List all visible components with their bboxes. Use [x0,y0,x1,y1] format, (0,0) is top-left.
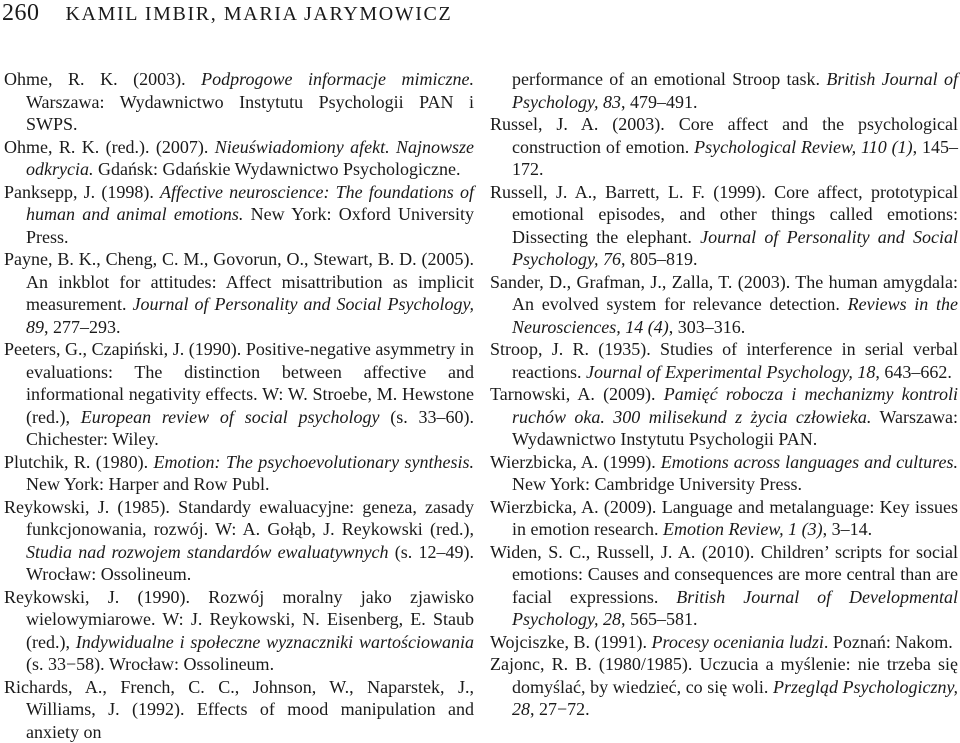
reference-text: Sander, D., Grafman, J., Zalla, T. (2003). The human amygdala: An evolved system for relevance detection. [490,272,958,315]
reference-entry [490,451,958,496]
reference-entry [4,496,474,586]
reference-text: , 277–293. [44,317,121,337]
reference-text: Plutchik, R. (1980). [4,452,154,472]
reference-entry [490,271,958,339]
reference-text: Zajonc, R. B. (1980/1985). Uczucia a myślenie: nie trzeba się domyślać, by wiedzieć, co się woli. [490,654,958,697]
reference-text: , 643–662. [875,362,952,382]
reference-italic-text: British Journal of Psychology, 83 [512,69,958,112]
reference-text: , 27−72. [530,699,590,719]
reference-text: Ohme, R. K. (red.). (2007). [4,137,215,157]
reference-italic-text: Procesy oceniania ludzi [652,632,824,652]
reference-text: Stroop, J. R. (1935). Studies of interference in serial verbal reactions. [490,339,958,382]
reference-italic-text: Reviews in the Neurosciences, 14 (4) [512,294,958,337]
reference-italic-text: Emotion Review, 1 (3) [663,519,823,539]
page-number: 260 [2,0,40,27]
reference-italic-text: Studia nad rozwojem standardów ewaluatywnych [26,542,389,562]
reference-text: , 805–819. [621,249,698,269]
reference-text: , 145–172. [512,137,958,180]
reference-entry [490,383,958,451]
reference-entry [490,496,958,541]
reference-italic-text: Emotion: The psychoevolutionary synthesis. [154,452,474,472]
reference-entry [4,338,474,451]
reference-text: Russel, J. A. (2003). Core affect and the psychological construction of emotion. [490,114,958,157]
reference-entry [490,338,958,383]
reference-italic-text: Nieuświadomiony afekt. Najnowsze odkrycia. [26,137,474,180]
reference-text: Reykowski, J. (1990). Rozwój moralny jako zjawisko wielowymiarowe. W: J. Reykowski, N. Eisenberg, E. Staub (red.), [4,587,474,652]
references-left-column [4,68,474,743]
reference-italic-text: Podprogowe informacje mimiczne. [201,69,474,89]
reference-text: (s. 33–60). Chichester: Wiley. [26,407,474,450]
reference-text: New York: Oxford University Press. [26,204,474,247]
reference-text: Warszawa: Wydawnictwo Instytutu Psychologii PAN. [512,407,958,450]
reference-text: Tarnowski, A. (2009). [490,384,664,404]
running-head: KAMIL IMBIR, MARIA JARYMOWICZ [66,3,453,26]
reference-text: performance of an emotional Stroop task. [512,69,826,89]
reference-text: Russell, J. A., Barrett, L. F. (1999). Core affect, prototypical emotional episodes, and other things called emotions: Dissecting the elephant. [490,182,958,247]
reference-italic-text: Journal of Personality and Social Psychology, 89 [26,294,474,337]
reference-italic-text: British Journal of Developmental Psychology, 28 [512,587,958,630]
reference-text: , 565–581. [621,609,698,629]
reference-text: (s. 12–49). Wrocław: Ossolineum. [26,542,474,585]
reference-entry [490,541,958,631]
reference-text: , 303–316. [669,317,746,337]
reference-italic-text: Emotions across languages and cultures. [661,452,958,472]
reference-entry [4,68,474,136]
reference-text: Gdańsk: Gdańskie Wydawnictwo Psychologiczne. [93,159,460,179]
reference-text: . Poznań: Nakom. [824,632,953,652]
reference-italic-text: Journal of Experimental Psychology, 18 [586,362,875,382]
reference-entry [4,586,474,676]
reference-text: (s. 33−58). Wrocław: Ossolineum. [26,654,274,674]
reference-entry [4,451,474,496]
reference-text: , 479–491. [621,92,698,112]
reference-text: New York: Harper and Row Publ. [26,474,269,494]
reference-italic-text: Psychological Review, 110 (1) [694,137,912,157]
reference-italic-text: European review of social psychology [81,407,380,427]
reference-text: Peeters, G., Czapiński, J. (1990). Positive-negative asymmetry in evaluations: The distinction between affective and informational negativity effects. W: W. Stroebe, M. Hewstone (red.), [4,339,474,427]
reference-italic-text: Pamięć robocza i mechanizmy kontroli ruchów oka. 300 milisekund z życia człowieka. [512,384,958,427]
reference-entry [490,653,958,721]
reference-entry [490,631,958,654]
reference-text: Widen, S. C., Russell, J. A. (2010). Children’ scripts for social emotions: Causes and consequences are more central than are facial expressions. [490,542,958,607]
reference-entry [4,136,474,181]
reference-text: Reykowski, J. (1985). Standardy ewaluacyjne: geneza, zasady funkcjonowania, rozwój. W: A. Gołąb, J. Reykowski (red.), [4,497,474,540]
references-right-column [490,68,958,721]
reference-entry [490,181,958,271]
reference-italic-text: Journal of Personality and Social Psychology, 76 [512,227,958,270]
reference-entry [490,68,958,113]
reference-italic-text: Affective neuroscience: The foundations of human and animal emotions. [26,182,474,225]
reference-entry [4,181,474,249]
reference-text: Panksepp, J. (1998). [4,182,160,202]
reference-text: Warszawa: Wydawnictwo Instytutu Psychologii PAN i SWPS. [26,92,474,135]
reference-text: Wierzbicka, A. (1999). [490,452,661,472]
reference-italic-text: Indywidualne i społeczne wyznaczniki wartościowania [76,632,474,652]
page-header [2,0,452,32]
reference-text: , 3–14. [823,519,873,539]
reference-entry [4,676,474,743]
reference-italic-text: Przegląd Psychologiczny, 28 [512,677,958,720]
reference-text: Richards, A., French, C. C., Johnson, W., Naparstek, J., Williams, J. (1992). Effects of mood manipulation and anxiety on [4,677,474,742]
reference-text: Ohme, R. K. (2003). [4,69,201,89]
reference-text: Payne, B. K., Cheng, C. M., Govorun, O., Stewart, B. D. (2005). An inkblot for attitudes: Affect misattribution as implicit measurement. [4,249,474,314]
reference-text: New York: Cambridge University Press. [512,474,802,494]
reference-entry [4,248,474,338]
reference-text: Wierzbicka, A. (2009). Language and metalanguage: Key issues in emotion research. [490,497,958,540]
reference-text: Wojciszke, B. (1991). [490,632,652,652]
reference-entry [490,113,958,181]
